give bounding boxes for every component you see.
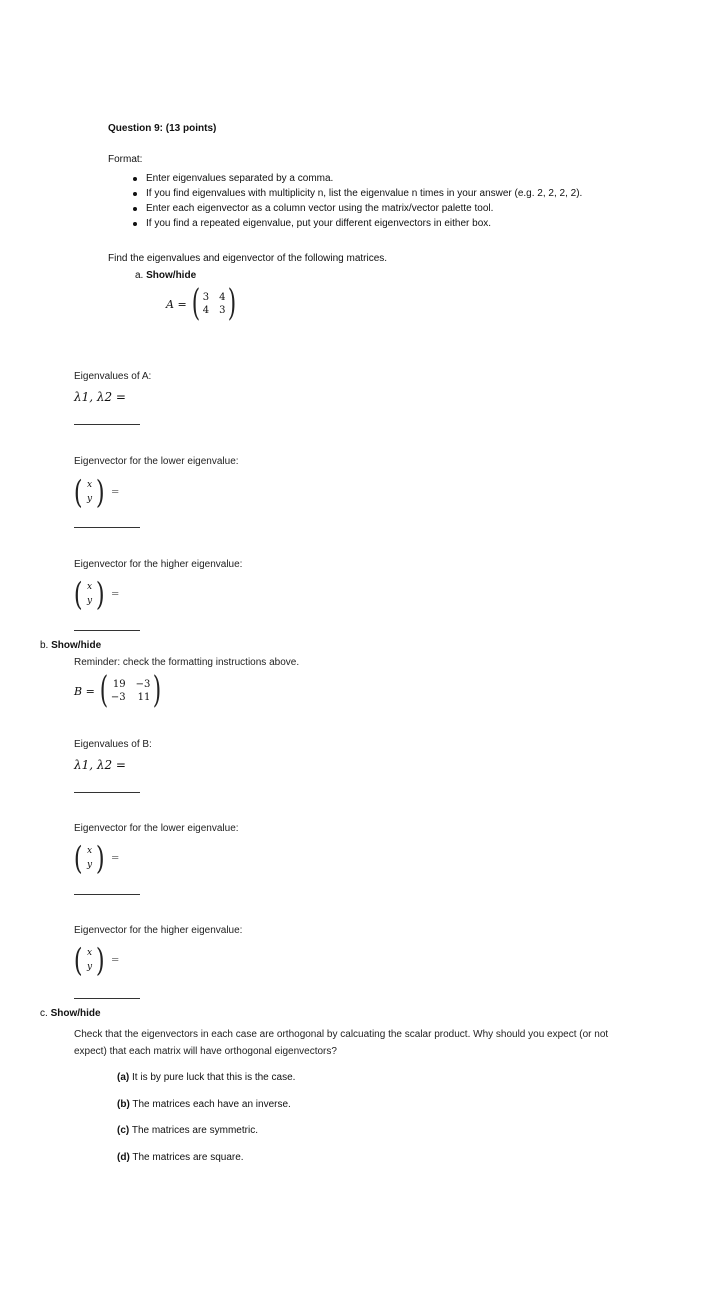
option-key: (b) bbox=[117, 1099, 130, 1110]
vector-entries bbox=[84, 478, 94, 506]
higher-eigenvector-b-label: Eigenvector for the higher eigenvalue: bbox=[74, 925, 243, 936]
part-b-prefix: b. bbox=[40, 640, 49, 651]
vector-equals: = bbox=[110, 486, 120, 498]
option-key: (c) bbox=[117, 1125, 130, 1136]
option-b[interactable] bbox=[117, 1099, 291, 1110]
matrix-a-cell: 4 bbox=[219, 292, 226, 303]
part-a-toggle[interactable]: Show/hide bbox=[146, 270, 197, 281]
format-bullet: If you find eigenvalues with multiplicity n, list the eigenvalue n times in your answer (e.g. 2, 2, 2, 2). bbox=[108, 186, 708, 201]
format-bullet: Enter each eigenvector as a column vector using the matrix/vector palette tool. bbox=[108, 201, 708, 216]
option-c[interactable] bbox=[117, 1125, 258, 1136]
eigenvalues-a-input[interactable] bbox=[74, 424, 140, 425]
option-a[interactable] bbox=[117, 1072, 295, 1083]
option-text: The matrices are symmetric. bbox=[131, 1125, 258, 1136]
vector-equals: = bbox=[110, 588, 120, 600]
higher-eigenvector-b-vector bbox=[72, 941, 120, 979]
vector-left-paren: ( bbox=[73, 575, 83, 613]
vector-left-paren: ( bbox=[73, 473, 83, 511]
vector-right-paren: ) bbox=[96, 575, 106, 613]
lambda-b-label: λ1, λ2 = bbox=[74, 758, 126, 772]
lower-eigenvector-b-label: Eigenvector for the lower eigenvalue: bbox=[74, 823, 239, 834]
eigenvalues-b-label: Eigenvalues of B: bbox=[74, 739, 152, 750]
format-bullet: If you find a repeated eigenvalue, put your different eigenvectors in either box. bbox=[108, 216, 708, 231]
option-key: (a) bbox=[117, 1072, 130, 1083]
matrix-a-left-paren: ( bbox=[191, 283, 200, 324]
part-b-reminder: Reminder: check the formatting instructions above. bbox=[74, 657, 300, 668]
matrix-b-cell: 11 bbox=[137, 692, 151, 703]
vector-x: x bbox=[86, 582, 93, 592]
format-bullets bbox=[108, 171, 708, 231]
lambda-a-label: λ1, λ2 = bbox=[74, 390, 126, 404]
matrix-b bbox=[74, 670, 164, 711]
vector-y: y bbox=[86, 860, 93, 870]
lower-eigenvector-a-input[interactable] bbox=[74, 527, 140, 528]
matrix-a-right-paren: ) bbox=[228, 283, 237, 324]
vector-left-paren: ( bbox=[73, 839, 83, 877]
vector-right-paren: ) bbox=[96, 839, 106, 877]
option-text: The matrices are square. bbox=[132, 1152, 244, 1163]
vector-y: y bbox=[86, 596, 93, 606]
option-d[interactable] bbox=[117, 1152, 244, 1163]
vector-entries bbox=[84, 580, 94, 608]
part-c-question-line1: Check that the eigenvectors in each case are orthogonal by calcuating the scalar product. Why should you expect (or not bbox=[74, 1029, 609, 1040]
matrix-b-cell: −3 bbox=[110, 692, 126, 703]
vector-entries bbox=[84, 946, 94, 974]
vector-entries bbox=[84, 844, 94, 872]
part-c-header bbox=[40, 1008, 101, 1019]
part-b-toggle[interactable]: Show/hide bbox=[51, 640, 102, 651]
part-b-header bbox=[40, 640, 101, 651]
part-a-prefix: a. bbox=[135, 270, 144, 281]
eigenvalues-b-input[interactable] bbox=[74, 792, 140, 793]
matrix-a-cell: 3 bbox=[219, 305, 226, 316]
instruction-text: Find the eigenvalues and eigenvector of the following matrices. bbox=[108, 253, 388, 264]
format-label: Format: bbox=[108, 154, 143, 165]
lower-eigenvector-b-vector bbox=[72, 839, 120, 877]
matrix-b-right-paren: ) bbox=[153, 670, 162, 711]
higher-eigenvector-a-input[interactable] bbox=[74, 630, 140, 631]
higher-eigenvector-a-label: Eigenvector for the higher eigenvalue: bbox=[74, 559, 243, 570]
vector-y: y bbox=[86, 494, 93, 504]
eigenvalues-a-label: Eigenvalues of A: bbox=[74, 371, 152, 382]
matrix-a-cell: 3 bbox=[202, 292, 210, 303]
matrix-b-left-paren: ( bbox=[99, 670, 109, 711]
higher-eigenvector-b-input[interactable] bbox=[74, 998, 140, 999]
lower-eigenvector-a-vector bbox=[72, 473, 120, 511]
vector-equals: = bbox=[110, 954, 120, 966]
matrix-b-cell: −3 bbox=[135, 679, 151, 690]
matrix-a-label: A = bbox=[166, 297, 187, 311]
part-a-header bbox=[135, 270, 196, 281]
vector-x: x bbox=[86, 948, 93, 958]
vector-left-paren: ( bbox=[73, 941, 83, 979]
higher-eigenvector-a-vector bbox=[72, 575, 120, 613]
matrix-a-cell: 4 bbox=[202, 305, 210, 316]
option-text: The matrices each have an inverse. bbox=[132, 1099, 291, 1110]
matrix-b-label: B = bbox=[74, 684, 95, 698]
matrix-a-entries bbox=[203, 292, 226, 316]
option-text: It is by pure luck that this is the case. bbox=[132, 1072, 296, 1083]
matrix-a bbox=[166, 283, 240, 324]
vector-y: y bbox=[86, 962, 93, 972]
part-c-prefix: c. bbox=[40, 1008, 48, 1019]
vector-equals: = bbox=[110, 852, 120, 864]
option-key: (d) bbox=[117, 1152, 130, 1163]
part-c-question-line2: expect) that each matrix will have orthogonal eigenvectors? bbox=[74, 1046, 337, 1057]
matrix-b-entries bbox=[111, 679, 151, 703]
lower-eigenvector-a-label: Eigenvector for the lower eigenvalue: bbox=[74, 456, 239, 467]
part-c-toggle[interactable]: Show/hide bbox=[50, 1008, 101, 1019]
vector-right-paren: ) bbox=[96, 473, 106, 511]
format-bullet: Enter eigenvalues separated by a comma. bbox=[108, 171, 708, 186]
vector-right-paren: ) bbox=[96, 941, 106, 979]
matrix-b-cell: 19 bbox=[112, 679, 126, 690]
question-title: Question 9: (13 points) bbox=[108, 123, 217, 134]
vector-x: x bbox=[86, 480, 93, 490]
lower-eigenvector-b-input[interactable] bbox=[74, 894, 140, 895]
vector-x: x bbox=[86, 846, 93, 856]
